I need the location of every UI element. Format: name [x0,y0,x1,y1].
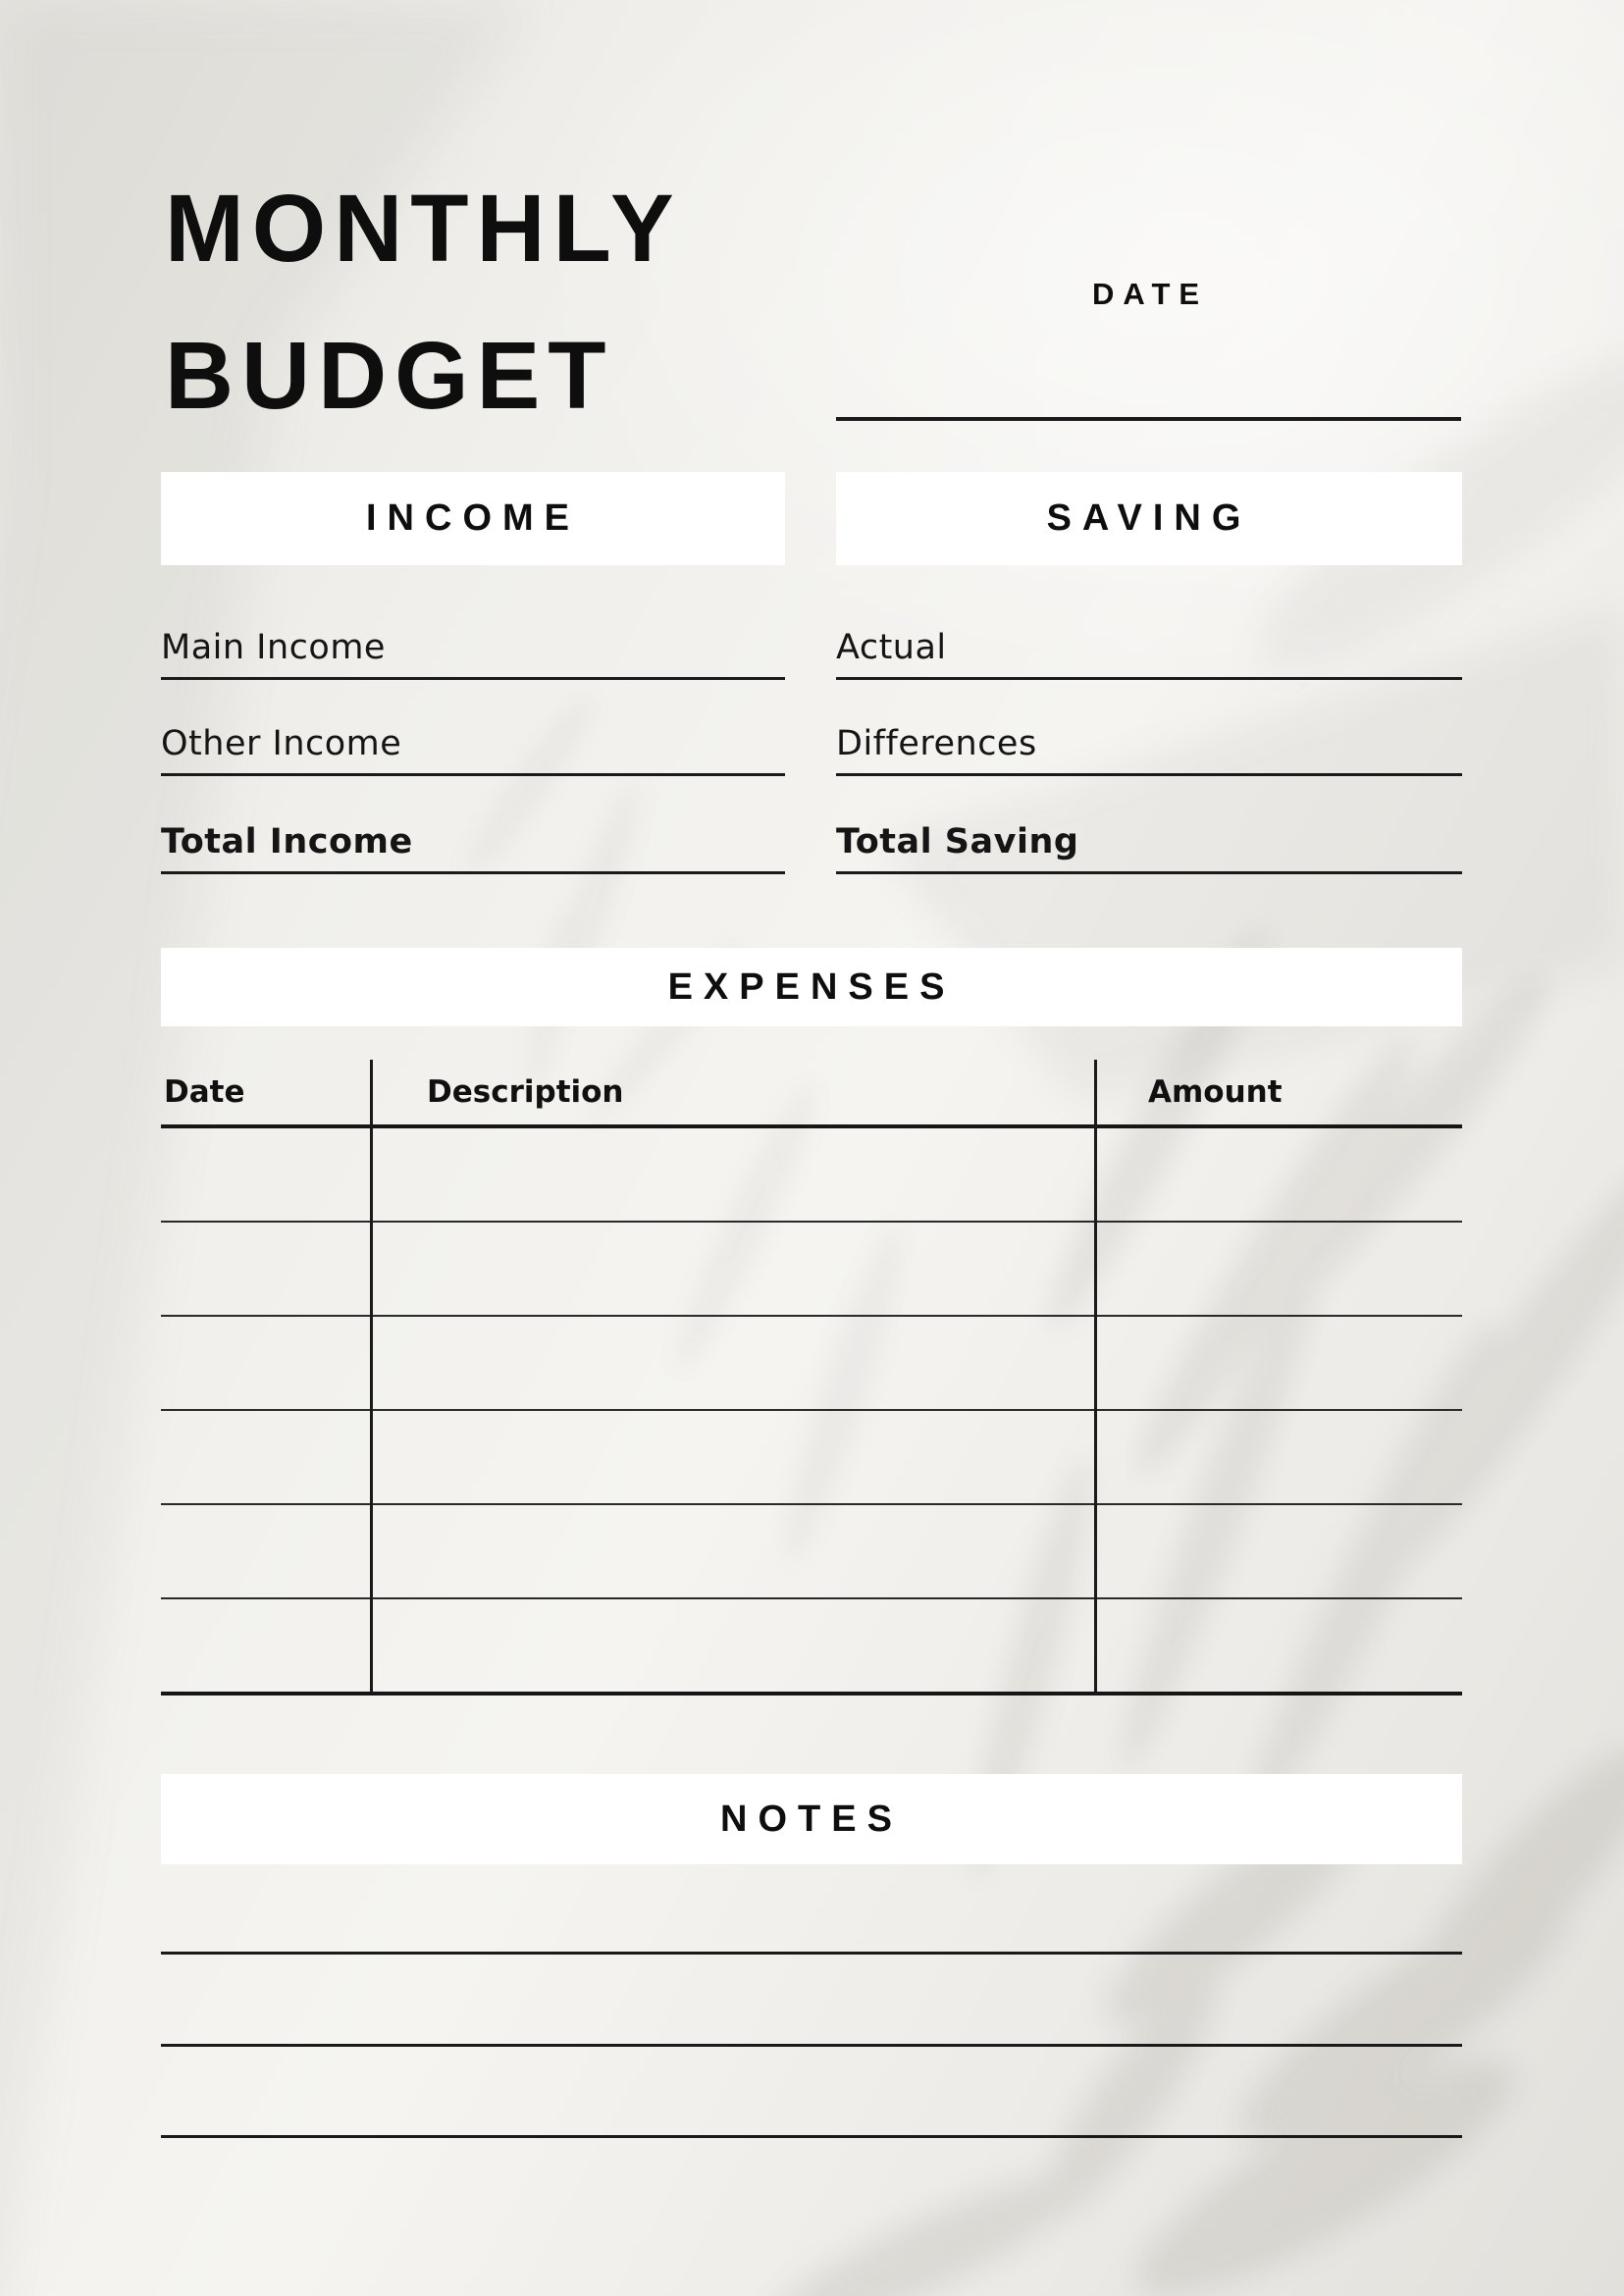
date-fill-line[interactable] [836,417,1461,421]
expenses-table-header-row [161,1060,1462,1128]
other-income-label: Other Income [161,724,402,763]
expense-amount-cell[interactable] [1094,1317,1462,1409]
expense-description-cell[interactable] [370,1411,1094,1503]
expenses-header-label: EXPENSES [667,965,956,1008]
expense-date-cell[interactable] [161,1505,370,1597]
actual-label: Actual [836,628,947,667]
differences-label: Differences [836,724,1037,763]
expense-amount-cell[interactable] [1094,1599,1462,1692]
expense-date-cell[interactable] [161,1599,370,1692]
saving-header-bar [836,472,1462,565]
main-income-fill-line[interactable] [161,677,785,680]
differences-fill-line[interactable] [836,773,1462,776]
expenses-table [161,1060,1462,1696]
expense-amount-cell[interactable] [1094,1411,1462,1503]
table-column-divider-2 [1094,1060,1097,1692]
expenses-header-bar [161,948,1462,1026]
total-saving-label: Total Saving [836,822,1079,861]
table-column-divider-1 [370,1060,373,1692]
expense-row [161,1317,1462,1411]
expense-date-cell[interactable] [161,1411,370,1503]
expense-row [161,1411,1462,1505]
expense-description-cell[interactable] [370,1505,1094,1597]
expense-date-cell[interactable] [161,1223,370,1315]
date-column-header: Date [164,1074,245,1110]
expense-row [161,1223,1462,1317]
expense-description-cell[interactable] [370,1599,1094,1692]
income-header-bar [161,472,785,565]
note-fill-line[interactable] [161,1952,1462,1955]
page-title-line-1: MONTHLY [165,175,682,282]
saving-header-label: SAVING [1046,497,1252,539]
note-fill-line[interactable] [161,2135,1462,2138]
page-title-line-2: BUDGET [165,322,614,429]
expense-date-cell[interactable] [161,1128,370,1221]
notes-header-bar [161,1774,1462,1864]
total-saving-fill-line[interactable] [836,871,1462,874]
notes-lines [161,1952,1462,2138]
income-header-label: INCOME [366,497,580,539]
expenses-table-body [161,1128,1462,1692]
description-column-header: Description [427,1074,624,1110]
page-title [165,155,682,449]
total-income-fill-line[interactable] [161,871,785,874]
expense-description-cell[interactable] [370,1223,1094,1315]
expense-amount-cell[interactable] [1094,1223,1462,1315]
expense-date-cell[interactable] [161,1317,370,1409]
expense-amount-cell[interactable] [1094,1128,1462,1221]
expense-row [161,1128,1462,1223]
amount-column-header: Amount [1148,1074,1283,1110]
note-fill-line[interactable] [161,2044,1462,2047]
expense-row [161,1505,1462,1599]
expense-row [161,1599,1462,1692]
other-income-fill-line[interactable] [161,773,785,776]
notes-header-label: NOTES [720,1798,903,1840]
total-income-label: Total Income [161,822,413,861]
expense-description-cell[interactable] [370,1128,1094,1221]
actual-fill-line[interactable] [836,677,1462,680]
expense-description-cell[interactable] [370,1317,1094,1409]
expense-amount-cell[interactable] [1094,1505,1462,1597]
date-label: DATE [1092,277,1209,311]
main-income-label: Main Income [161,628,386,667]
